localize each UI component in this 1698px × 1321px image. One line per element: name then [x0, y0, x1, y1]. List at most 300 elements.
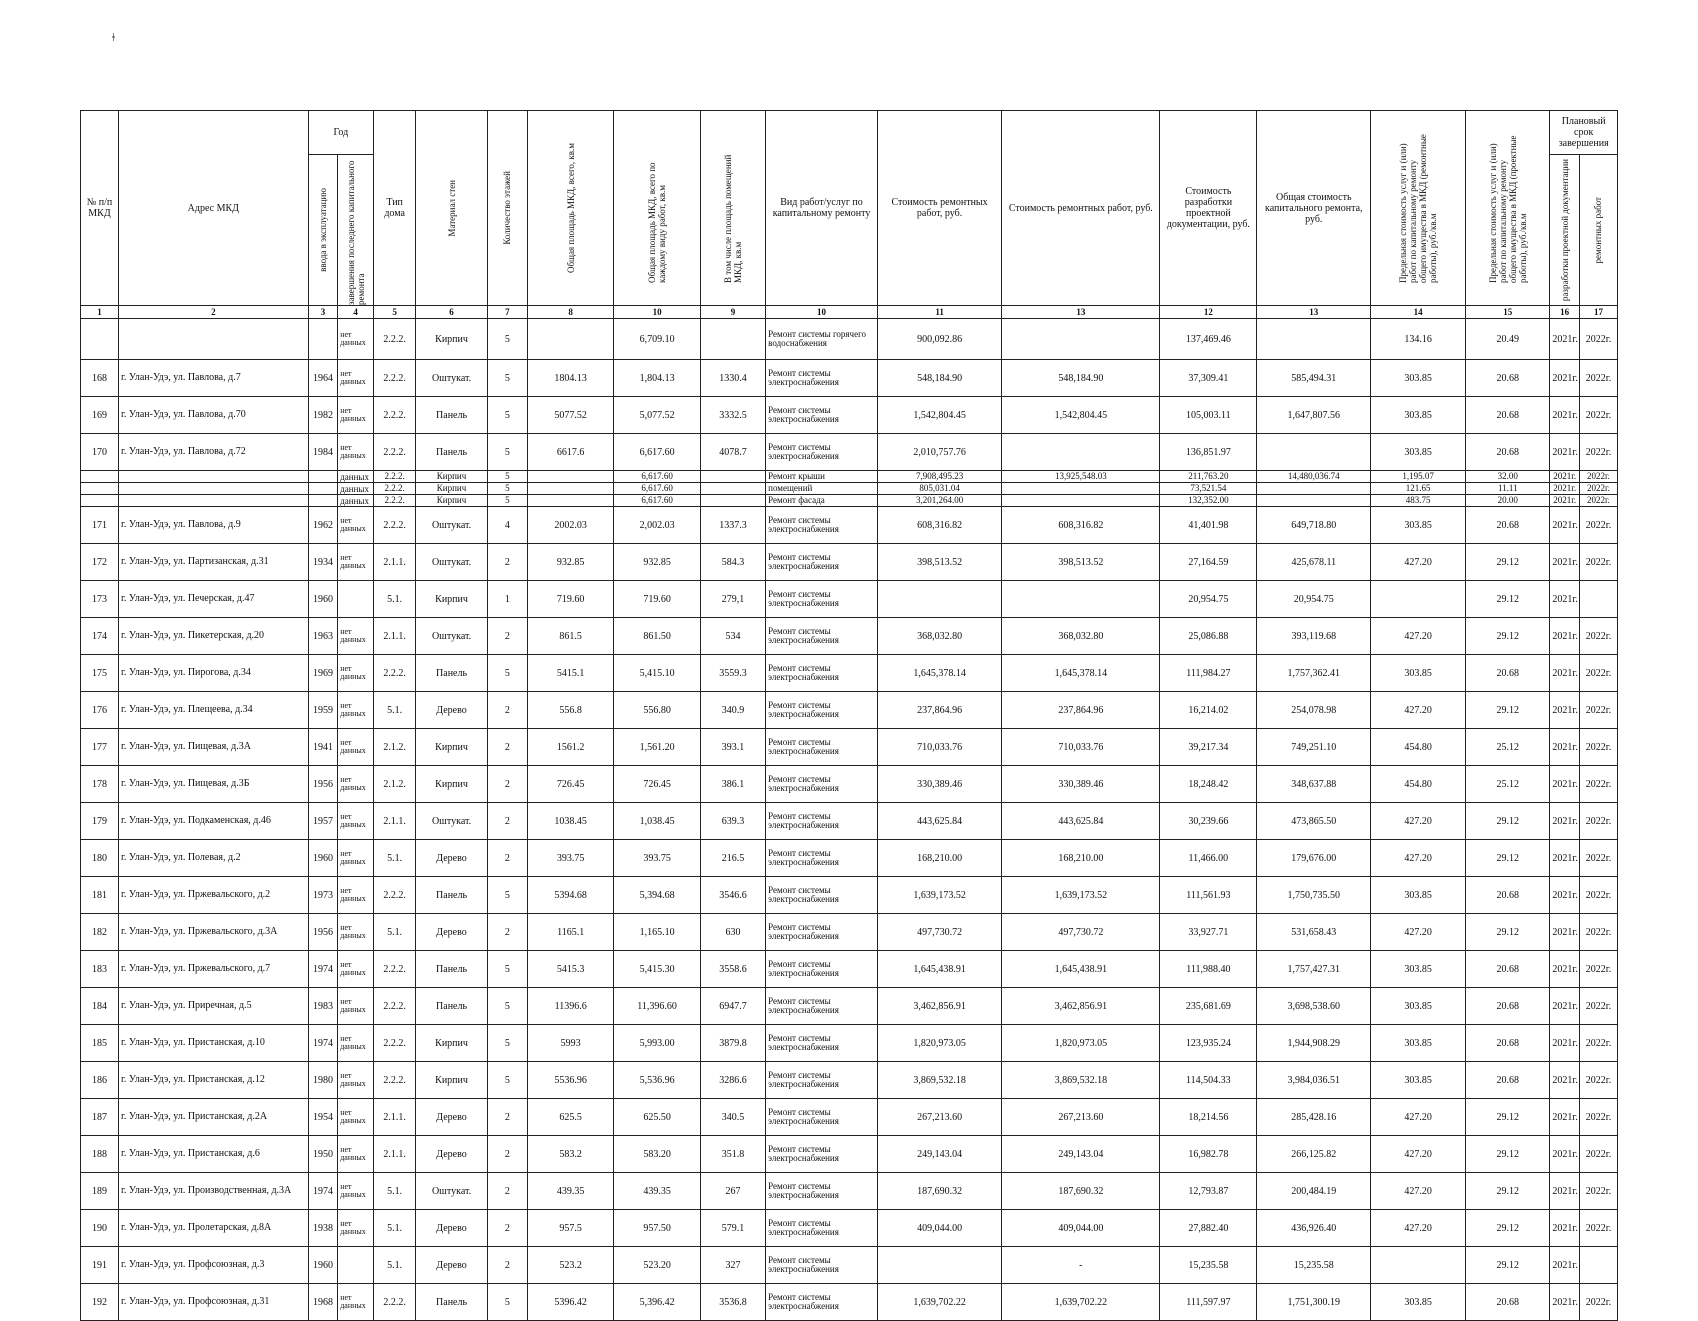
table-row [81, 914, 1618, 951]
row-number: 168 [81, 360, 119, 397]
wall-material-cell: Дерево [416, 1210, 488, 1247]
total-area-cell: 556.8 [527, 692, 613, 729]
year-commission-cell: 1938 [308, 1210, 338, 1247]
total-cost-cell: 1,751,300.19 [1257, 1284, 1371, 1321]
limit-repair-cell: 303.85 [1371, 988, 1466, 1025]
limit-design-cell: 20.68 [1466, 1062, 1550, 1099]
row-number: 184 [81, 988, 119, 1025]
column-number-cell: 4 [338, 306, 374, 319]
column-number-cell: 3 [308, 306, 338, 319]
address-cell: г. Улан-Удэ, ул. Павлова, д.9 [118, 507, 308, 544]
wall-material-cell: Оштукат. [416, 803, 488, 840]
deadline-repair-cell: 2022г. [1579, 655, 1617, 692]
col-limit-design-label: Предельная стоимость услуг и (или) работ по капитальному ремонту общего имущества в МКД (проектные работы), руб./кв.м [1487, 135, 1528, 283]
premises-area-cell: 1330.4 [700, 360, 765, 397]
year-last-repair-cell: данных [338, 495, 374, 507]
area-by-work-cell: 719.60 [614, 581, 700, 618]
table-row [81, 618, 1618, 655]
total-cost-cell: 436,926.40 [1257, 1210, 1371, 1247]
col-deadline-group-header: Плановый срок завершения [1550, 111, 1618, 155]
table-row [81, 1025, 1618, 1062]
total-area-cell: 726.45 [527, 766, 613, 803]
deadline-repair-cell: 2022г. [1579, 507, 1617, 544]
year-commission-cell: 1957 [308, 803, 338, 840]
premises-area-cell [700, 319, 765, 360]
repair-cost-cell: 267,213.60 [877, 1099, 1001, 1136]
work-type-cell: Ремонт системы горячего водоснабжения [766, 319, 878, 360]
total-cost-cell: 14,480,036.74 [1257, 471, 1371, 483]
house-type-cell: 2.2.2. [374, 951, 416, 988]
limit-design-cell: 29.12 [1466, 618, 1550, 655]
house-type-cell: 2.2.2. [374, 495, 416, 507]
table-row [81, 988, 1618, 1025]
column-number-cell: 15 [1466, 306, 1550, 319]
house-type-cell: 2.2.2. [374, 1284, 416, 1321]
year-last-repair-cell: данных [338, 483, 374, 495]
premises-area-cell [700, 483, 765, 495]
total-cost-cell: 425,678.11 [1257, 544, 1371, 581]
row-number [81, 319, 119, 360]
column-number-cell: 5 [374, 306, 416, 319]
premises-area-cell: 3286.6 [700, 1062, 765, 1099]
floors-cell: 2 [487, 729, 527, 766]
deadline-design-cell: 2021г. [1550, 581, 1580, 618]
col-area-by-work-header [614, 111, 700, 306]
table-row [81, 544, 1618, 581]
year-last-repair-cell: нет данных [338, 544, 374, 581]
year-last-repair-cell: нет данных [338, 655, 374, 692]
year-last-repair-cell: нет данных [338, 766, 374, 803]
column-number-cell: 14 [1371, 306, 1466, 319]
wall-material-cell: Кирпич [416, 1062, 488, 1099]
deadline-design-cell: 2021г. [1550, 397, 1580, 434]
wall-material-cell: Оштукат. [416, 618, 488, 655]
year-commission-cell [308, 471, 338, 483]
table-row [81, 483, 1618, 495]
house-type-cell: 2.2.2. [374, 507, 416, 544]
limit-repair-cell: 427.20 [1371, 803, 1466, 840]
deadline-repair-cell: 2022г. [1579, 766, 1617, 803]
total-cost-cell: 585,494.31 [1257, 360, 1371, 397]
col-floors-header [487, 111, 527, 306]
total-area-cell: 393.75 [527, 840, 613, 877]
work-type-cell: Ремонт системы электроснабжения [766, 581, 878, 618]
wall-material-cell: Оштукат. [416, 544, 488, 581]
limit-repair-cell [1371, 581, 1466, 618]
repair-cost2-cell [1002, 319, 1160, 360]
wall-material-cell: Дерево [416, 1247, 488, 1284]
house-type-cell: 2.1.1. [374, 544, 416, 581]
year-commission-cell [308, 483, 338, 495]
year-last-repair-cell: нет данных [338, 1025, 374, 1062]
limit-repair-cell: 1,195.07 [1371, 471, 1466, 483]
repair-cost2-cell: 1,820,973.05 [1002, 1025, 1160, 1062]
address-cell: г. Улан-Удэ, ул. Партизанская, д.31 [118, 544, 308, 581]
row-number: 189 [81, 1173, 119, 1210]
total-area-cell: 719.60 [527, 581, 613, 618]
limit-design-cell: 11.11 [1466, 483, 1550, 495]
limit-design-cell: 20.00 [1466, 495, 1550, 507]
repair-cost2-cell: 710,033.76 [1002, 729, 1160, 766]
work-type-cell: Ремонт крыши [766, 471, 878, 483]
design-cost-cell: 105,003.11 [1160, 397, 1257, 434]
column-number-cell: 10 [766, 306, 878, 319]
total-cost-cell [1257, 483, 1371, 495]
wall-material-cell: Кирпич [416, 1025, 488, 1062]
address-cell: г. Улан-Удэ, ул. Приречная, д.5 [118, 988, 308, 1025]
col-addr-header: Адрес МКД [118, 111, 308, 306]
floors-cell: 2 [487, 914, 527, 951]
row-number: 182 [81, 914, 119, 951]
premises-area-cell: 279,1 [700, 581, 765, 618]
address-cell [118, 471, 308, 483]
table-row [81, 1247, 1618, 1284]
house-type-cell: 5.1. [374, 1210, 416, 1247]
total-area-cell: 439.35 [527, 1173, 613, 1210]
year-last-repair-cell: нет данных [338, 397, 374, 434]
house-type-cell: 2.1.1. [374, 1136, 416, 1173]
work-type-cell: Ремонт системы электроснабжения [766, 988, 878, 1025]
deadline-repair-cell: 2022г. [1579, 877, 1617, 914]
limit-design-cell: 32.00 [1466, 471, 1550, 483]
floors-cell: 2 [487, 803, 527, 840]
year-last-repair-cell: нет данных [338, 729, 374, 766]
address-cell: г. Улан-Удэ, ул. Пикетерская, д.20 [118, 618, 308, 655]
year-last-repair-cell: нет данных [338, 434, 374, 471]
row-number: 174 [81, 618, 119, 655]
address-cell: г. Улан-Удэ, ул. Подкаменская, д.46 [118, 803, 308, 840]
repair-cost2-cell: 168,210.00 [1002, 840, 1160, 877]
design-cost-cell: 235,681.69 [1160, 988, 1257, 1025]
house-type-cell: 5.1. [374, 914, 416, 951]
table-row [81, 692, 1618, 729]
year-commission-cell: 1973 [308, 877, 338, 914]
work-type-cell: Ремонт системы электроснабжения [766, 951, 878, 988]
repair-cost-cell: 398,513.52 [877, 544, 1001, 581]
deadline-repair-cell: 2022г. [1579, 434, 1617, 471]
repair-cost-cell: 900,092.86 [877, 319, 1001, 360]
limit-repair-cell: 454.80 [1371, 766, 1466, 803]
repair-cost-cell: 368,032.80 [877, 618, 1001, 655]
premises-area-cell: 3546.6 [700, 877, 765, 914]
deadline-design-cell: 2021г. [1550, 1173, 1580, 1210]
address-cell: г. Улан-Удэ, ул. Пирогова, д.34 [118, 655, 308, 692]
floors-cell: 2 [487, 544, 527, 581]
repair-cost2-cell: 3,462,856.91 [1002, 988, 1160, 1025]
total-cost-cell: 285,428.16 [1257, 1099, 1371, 1136]
floors-cell: 2 [487, 1136, 527, 1173]
area-by-work-cell: 5,077.52 [614, 397, 700, 434]
year-last-repair-cell: нет данных [338, 692, 374, 729]
address-cell: г. Улан-Удэ, ул. Пристанская, д.12 [118, 1062, 308, 1099]
floors-cell: 2 [487, 692, 527, 729]
premises-area-cell: 216.5 [700, 840, 765, 877]
repair-cost-cell: 1,542,804.45 [877, 397, 1001, 434]
wall-material-cell: Панель [416, 434, 488, 471]
limit-design-cell: 25.12 [1466, 729, 1550, 766]
deadline-design-cell: 2021г. [1550, 471, 1580, 483]
house-type-cell: 2.2.2. [374, 434, 416, 471]
column-number-cell: 13 [1257, 306, 1371, 319]
row-number: 169 [81, 397, 119, 434]
year-commission-cell: 1982 [308, 397, 338, 434]
total-cost-cell: 200,484.19 [1257, 1173, 1371, 1210]
col-repair-cost-header: Стоимость ремонтных работ, руб. [877, 111, 1001, 306]
repair-cost2-cell: 608,316.82 [1002, 507, 1160, 544]
floors-cell: 5 [487, 360, 527, 397]
table-row [81, 803, 1618, 840]
row-number: 173 [81, 581, 119, 618]
floors-cell: 5 [487, 951, 527, 988]
wall-material-cell: Дерево [416, 1099, 488, 1136]
year-commission-cell: 1974 [308, 1025, 338, 1062]
address-cell [118, 319, 308, 360]
total-area-cell: 5415.1 [527, 655, 613, 692]
deadline-repair-cell: 2022г. [1579, 1062, 1617, 1099]
row-number: 177 [81, 729, 119, 766]
area-by-work-cell: 625.50 [614, 1099, 700, 1136]
year-commission-cell: 1956 [308, 914, 338, 951]
deadline-repair-cell: 2022г. [1579, 692, 1617, 729]
premises-area-cell: 3536.8 [700, 1284, 765, 1321]
limit-design-cell: 20.68 [1466, 951, 1550, 988]
limit-repair-cell: 427.20 [1371, 1210, 1466, 1247]
year-commission-cell: 1969 [308, 655, 338, 692]
repair-cost-cell: 330,389.46 [877, 766, 1001, 803]
year-last-repair-cell: нет данных [338, 507, 374, 544]
work-type-cell: Ремонт системы электроснабжения [766, 840, 878, 877]
address-cell: г. Улан-Удэ, ул. Павлова, д.70 [118, 397, 308, 434]
col-deadline-repair-header [1579, 155, 1617, 306]
repair-cost2-cell: 1,639,173.52 [1002, 877, 1160, 914]
repair-cost2-cell: 13,925,548.03 [1002, 471, 1160, 483]
deadline-design-cell: 2021г. [1550, 495, 1580, 507]
limit-design-cell: 20.49 [1466, 319, 1550, 360]
total-cost-cell: 393,119.68 [1257, 618, 1371, 655]
year-last-repair-cell: нет данных [338, 1284, 374, 1321]
year-commission-cell: 1959 [308, 692, 338, 729]
column-number-cell: 2 [118, 306, 308, 319]
floors-cell: 2 [487, 1173, 527, 1210]
col-year-group-header: Год [308, 111, 373, 155]
year-commission-cell: 1974 [308, 951, 338, 988]
house-type-cell: 2.2.2. [374, 877, 416, 914]
premises-area-cell: 351.8 [700, 1136, 765, 1173]
year-commission-cell: 1960 [308, 1247, 338, 1284]
design-cost-cell: 39,217.34 [1160, 729, 1257, 766]
deadline-repair-cell: 2022г. [1579, 1136, 1617, 1173]
deadline-repair-cell: 2022г. [1579, 471, 1617, 483]
repair-cost2-cell: 330,389.46 [1002, 766, 1160, 803]
limit-repair-cell: 427.20 [1371, 840, 1466, 877]
work-type-cell: Ремонт системы электроснабжения [766, 1099, 878, 1136]
premises-area-cell: 327 [700, 1247, 765, 1284]
repair-cost-cell: 3,201,264.00 [877, 495, 1001, 507]
premises-area-cell [700, 471, 765, 483]
row-number: 183 [81, 951, 119, 988]
repair-cost2-cell: 3,869,532.18 [1002, 1062, 1160, 1099]
design-cost-cell: 111,988.40 [1160, 951, 1257, 988]
deadline-design-cell: 2021г. [1550, 319, 1580, 360]
limit-design-cell: 29.12 [1466, 1099, 1550, 1136]
wall-material-cell: Дерево [416, 692, 488, 729]
deadline-design-cell: 2021г. [1550, 544, 1580, 581]
limit-repair-cell: 303.85 [1371, 1062, 1466, 1099]
floors-cell: 5 [487, 988, 527, 1025]
repair-cost-cell: 187,690.32 [877, 1173, 1001, 1210]
year-commission-cell: 1974 [308, 1173, 338, 1210]
limit-design-cell: 29.12 [1466, 1136, 1550, 1173]
year-last-repair-cell: нет данных [338, 1062, 374, 1099]
col-total-area-label: Общая площадь МКД, всего, кв.м [565, 142, 576, 274]
table-row [81, 766, 1618, 803]
limit-repair-cell: 303.85 [1371, 507, 1466, 544]
year-last-repair-cell: нет данных [338, 319, 374, 360]
column-number-cell: 1 [81, 306, 119, 319]
year-last-repair-cell: нет данных [338, 803, 374, 840]
floors-cell: 5 [487, 1062, 527, 1099]
house-type-cell: 2.2.2. [374, 1025, 416, 1062]
total-area-cell: 523.2 [527, 1247, 613, 1284]
year-commission-cell: 1960 [308, 840, 338, 877]
deadline-repair-cell [1579, 1247, 1617, 1284]
row-number: 181 [81, 877, 119, 914]
deadline-design-cell: 2021г. [1550, 1025, 1580, 1062]
design-cost-cell: 16,214.02 [1160, 692, 1257, 729]
repair-cost-cell: 237,864.96 [877, 692, 1001, 729]
limit-design-cell: 20.68 [1466, 1284, 1550, 1321]
limit-repair-cell: 134.16 [1371, 319, 1466, 360]
row-number [81, 471, 119, 483]
house-type-cell: 2.1.2. [374, 729, 416, 766]
deadline-design-cell: 2021г. [1550, 1247, 1580, 1284]
year-commission-cell: 1962 [308, 507, 338, 544]
area-by-work-cell: 6,617.60 [614, 471, 700, 483]
house-type-cell: 2.2.2. [374, 1062, 416, 1099]
deadline-design-cell: 2021г. [1550, 951, 1580, 988]
work-type-cell: Ремонт системы электроснабжения [766, 803, 878, 840]
area-by-work-cell: 523.20 [614, 1247, 700, 1284]
limit-design-cell: 29.12 [1466, 1247, 1550, 1284]
repair-cost-cell: 1,820,973.05 [877, 1025, 1001, 1062]
repair-cost-cell: 443,625.84 [877, 803, 1001, 840]
total-area-cell: 2002.03 [527, 507, 613, 544]
limit-repair-cell: 427.20 [1371, 618, 1466, 655]
wall-material-cell: Панель [416, 988, 488, 1025]
table-row [81, 397, 1618, 434]
column-number-cell: 11 [877, 306, 1001, 319]
floors-cell: 2 [487, 766, 527, 803]
premises-area-cell: 386.1 [700, 766, 765, 803]
deadline-repair-cell: 2022г. [1579, 1284, 1617, 1321]
total-cost-cell: 649,718.80 [1257, 507, 1371, 544]
column-number-cell: 10 [614, 306, 700, 319]
total-cost-cell [1257, 319, 1371, 360]
area-by-work-cell: 5,415.30 [614, 951, 700, 988]
deadline-repair-cell: 2022г. [1579, 914, 1617, 951]
premises-area-cell: 340.5 [700, 1099, 765, 1136]
year-commission-cell [308, 495, 338, 507]
design-cost-cell: 18,214.56 [1160, 1099, 1257, 1136]
total-cost-cell: 15,235.58 [1257, 1247, 1371, 1284]
wall-material-cell: Дерево [416, 914, 488, 951]
deadline-repair-cell: 2022г. [1579, 544, 1617, 581]
table-row [81, 495, 1618, 507]
total-area-cell [527, 495, 613, 507]
address-cell: г. Улан-Удэ, ул. Печерская, д.47 [118, 581, 308, 618]
column-number-cell: 17 [1579, 306, 1617, 319]
col-premises-area-label: В том числе площадь помещений МКД, кв.м [722, 154, 743, 283]
year-commission-cell: 1968 [308, 1284, 338, 1321]
design-cost-cell: 20,954.75 [1160, 581, 1257, 618]
area-by-work-cell: 6,617.60 [614, 495, 700, 507]
address-cell: г. Улан-Удэ, ул. Полевая, д.2 [118, 840, 308, 877]
total-cost-cell: 348,637.88 [1257, 766, 1371, 803]
repair-cost-cell: 168,210.00 [877, 840, 1001, 877]
repair-program-sheet [80, 110, 1618, 1321]
deadline-design-cell: 2021г. [1550, 877, 1580, 914]
table-row [81, 360, 1618, 397]
premises-area-cell: 579.1 [700, 1210, 765, 1247]
premises-area-cell: 267 [700, 1173, 765, 1210]
row-number: 180 [81, 840, 119, 877]
wall-material-cell: Панель [416, 655, 488, 692]
premises-area-cell: 393.1 [700, 729, 765, 766]
deadline-design-cell: 2021г. [1550, 766, 1580, 803]
design-cost-cell: 33,927.71 [1160, 914, 1257, 951]
work-type-cell: Ремонт системы электроснабжения [766, 544, 878, 581]
floors-cell: 2 [487, 1247, 527, 1284]
column-number-cell: 13 [1002, 306, 1160, 319]
area-by-work-cell: 1,561.20 [614, 729, 700, 766]
deadline-design-cell: 2021г. [1550, 1136, 1580, 1173]
limit-repair-cell: 121.65 [1371, 483, 1466, 495]
limit-design-cell: 29.12 [1466, 692, 1550, 729]
year-commission-cell: 1980 [308, 1062, 338, 1099]
address-cell: г. Улан-Удэ, ул. Профсоюзная, д.31 [118, 1284, 308, 1321]
limit-design-cell: 20.68 [1466, 507, 1550, 544]
year-commission-cell: 1964 [308, 360, 338, 397]
house-type-cell: 2.2.2. [374, 397, 416, 434]
limit-repair-cell: 303.85 [1371, 434, 1466, 471]
premises-area-cell: 340.9 [700, 692, 765, 729]
repair-cost2-cell: 187,690.32 [1002, 1173, 1160, 1210]
limit-design-cell: 20.68 [1466, 397, 1550, 434]
col-type-header: Тип дома [374, 111, 416, 306]
col-total-cost-header: Общая стоимость капитального ремонта, руб. [1257, 111, 1371, 306]
col-limit-design-header [1466, 111, 1550, 306]
area-by-work-cell: 2,002.03 [614, 507, 700, 544]
col-year-commission-label: ввода в эксплуатацию [317, 188, 328, 272]
wall-material-cell: Дерево [416, 1136, 488, 1173]
work-type-cell: помещений [766, 483, 878, 495]
row-number: 188 [81, 1136, 119, 1173]
address-cell: г. Улан-Удэ, ул. Пищевая, д.3Б [118, 766, 308, 803]
year-last-repair-cell: нет данных [338, 1210, 374, 1247]
limit-design-cell: 20.68 [1466, 1025, 1550, 1062]
address-cell: г. Улан-Удэ, ул. Пристанская, д.2А [118, 1099, 308, 1136]
design-cost-cell: 123,935.24 [1160, 1025, 1257, 1062]
row-number: 171 [81, 507, 119, 544]
total-area-cell: 5415.3 [527, 951, 613, 988]
limit-repair-cell: 427.20 [1371, 1099, 1466, 1136]
premises-area-cell: 3558.6 [700, 951, 765, 988]
repair-cost2-cell [1002, 434, 1160, 471]
col-total-area-header [527, 111, 613, 306]
floors-cell: 5 [487, 655, 527, 692]
area-by-work-cell: 6,709.10 [614, 319, 700, 360]
house-type-cell: 2.1.1. [374, 1099, 416, 1136]
